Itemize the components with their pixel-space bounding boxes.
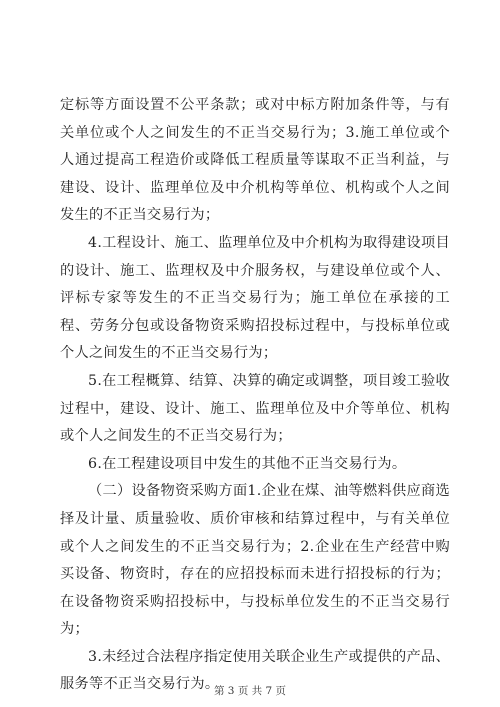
paragraph-5: （二）设备物资采购方面1.企业在煤、油等燃料供应商选择及计量、质量验收、质价审核和结算过程中，与有关单位或个人之间发生的不正当交易行为；2.企业在生产经营中购买设备、物资时，存在的应招投标而未进行招投标的行为；在设备物资采购招投标中，与投标单位发生的不正当交易行为； xyxy=(60,483,450,638)
document-body xyxy=(60,92,450,699)
paragraph-1: 定标等方面设置不公平条款；或对中标方附加条件等，与有关单位或个人之间发生的不正当交易行为；3.施工单位或个人通过提高工程造价或降低工程质量等谋取不正当利益，与建设、设计、监理单位及中介机构等单位、机构或个人之间发生的不正当交易行为； xyxy=(60,97,450,224)
paragraph-2: 4.工程设计、施工、监理单位及中介机构为取得建设项目的设计、施工、监理权及中介服务权，与建设单位或个人、评标专家等发生的不正当交易行为；施工单位在承接的工程、劳务分包或设备物资采购招投标过程中，与投标单位或个人之间发生的不正当交易行为； xyxy=(60,234,450,362)
paragraph-6: 3.未经过合法程序指定使用关联企业生产或提供的产品、服务等不正当交易行为。 xyxy=(60,648,450,693)
paragraph-4: 6.在工程建设项目中发生的其他不正当交易行为。 xyxy=(88,455,407,472)
page-number-footer: 第 3 页 共 7 页 xyxy=(213,685,287,697)
paragraph-3: 5.在工程概算、结算、决算的确定或调整，项目竣工验收过程中，建设、设计、施工、监理单位及中介等单位、机构或个人之间发生的不正当交易行为； xyxy=(60,372,450,445)
